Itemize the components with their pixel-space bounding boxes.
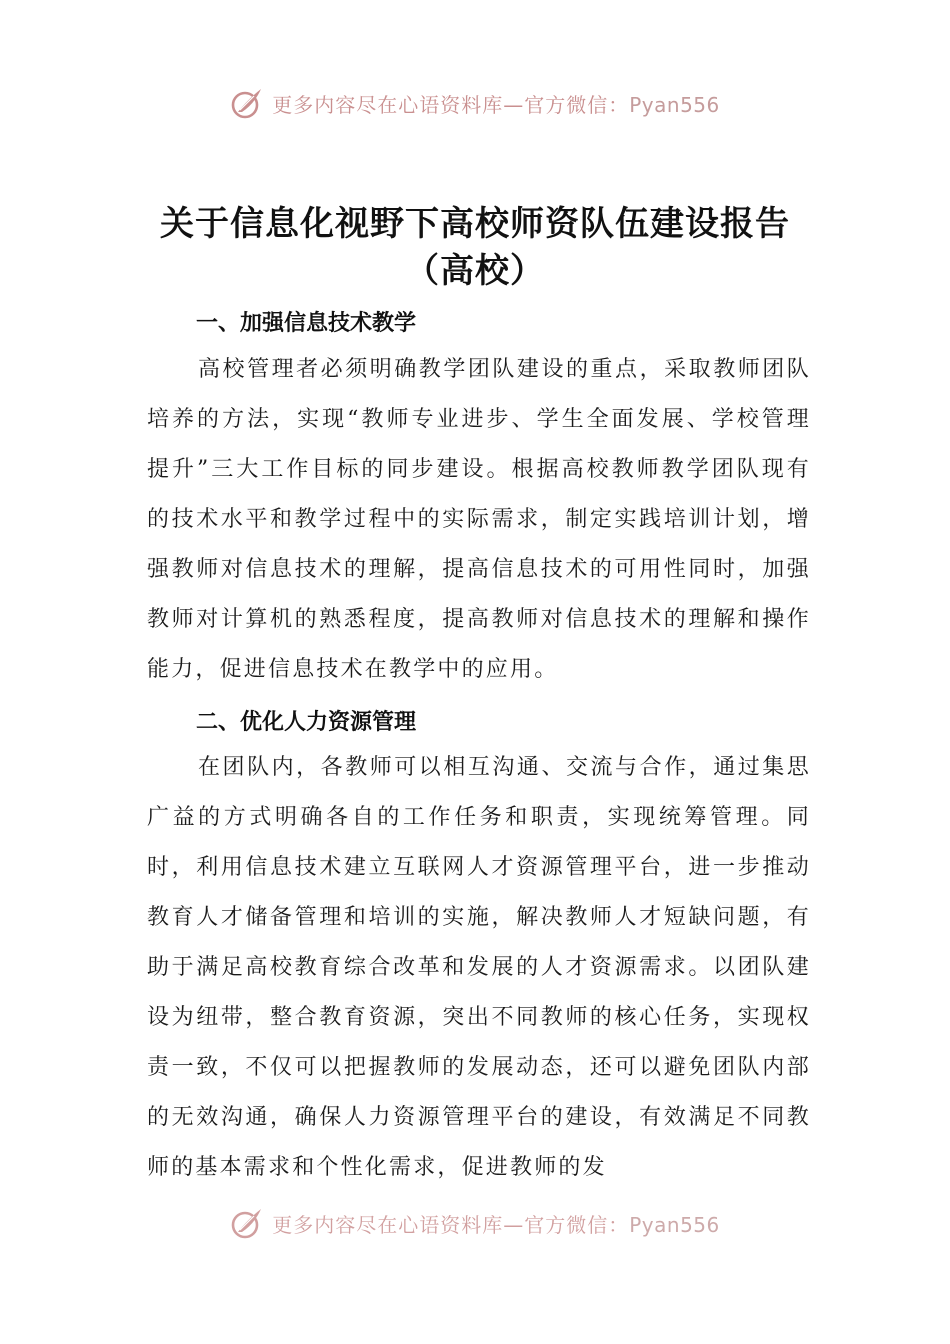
section-body-1: 高校管理者必须明确教学团队建设的重点，采取教师团队培养的方法，实现“教师专业进步、学生全面发展、学校管理提升”三大工作目标的同步建设。根据高校教师教学团队现有的技术水平和教学过程中的实际需求，制定实践培训计划，增强教师对信息技术的理解，提高信息技术的可用性同时，加强教师对计算机的熟悉程度，提高教师对信息技术的理解和操作能力，促进信息技术在教学中的应用。 xyxy=(147,357,811,682)
section-heading-1: 一、加强信息技术教学 xyxy=(196,311,417,336)
header-banner-label: 更多内容尽在心语资料库—官方微信： xyxy=(272,92,630,117)
header-banner-text xyxy=(272,89,720,118)
footer-banner xyxy=(0,1206,950,1240)
footer-banner-label: 更多内容尽在心语资料库—官方微信： xyxy=(272,1212,630,1237)
section-heading-2: 二、优化人力资源管理 xyxy=(196,710,417,735)
quill-pen-logo-icon xyxy=(230,1206,264,1240)
document-subtitle: （高校） xyxy=(405,251,545,291)
header-banner xyxy=(0,86,950,120)
document-title: 关于信息化视野下高校师资队伍建设报告 xyxy=(160,204,790,244)
quill-pen-logo-icon xyxy=(230,86,264,120)
section-body-2: 在团队内，各教师可以相互沟通、交流与合作，通过集思广益的方式明确各自的工作任务和职责，实现统筹管理。同时，利用信息技术建立互联网人才资源管理平台，进一步推动教育人才储备管理和培训的实施，解决教师人才短缺问题，有助于满足高校教育综合改革和发展的人才资源需求。以团队建设为纽带，整合教育资源，突出不同教师的核心任务，实现权责一致，不仅可以把握教师的发展动态，还可以避免团队内部的无效沟通，确保人力资源管理平台的建设，有效满足不同教师的基本需求和个性化需求，促进教师的发 xyxy=(147,755,811,1180)
footer-banner-text xyxy=(272,1209,720,1238)
header-wechat-id: Pyan556 xyxy=(629,92,720,117)
footer-wechat-id: Pyan556 xyxy=(629,1212,720,1237)
